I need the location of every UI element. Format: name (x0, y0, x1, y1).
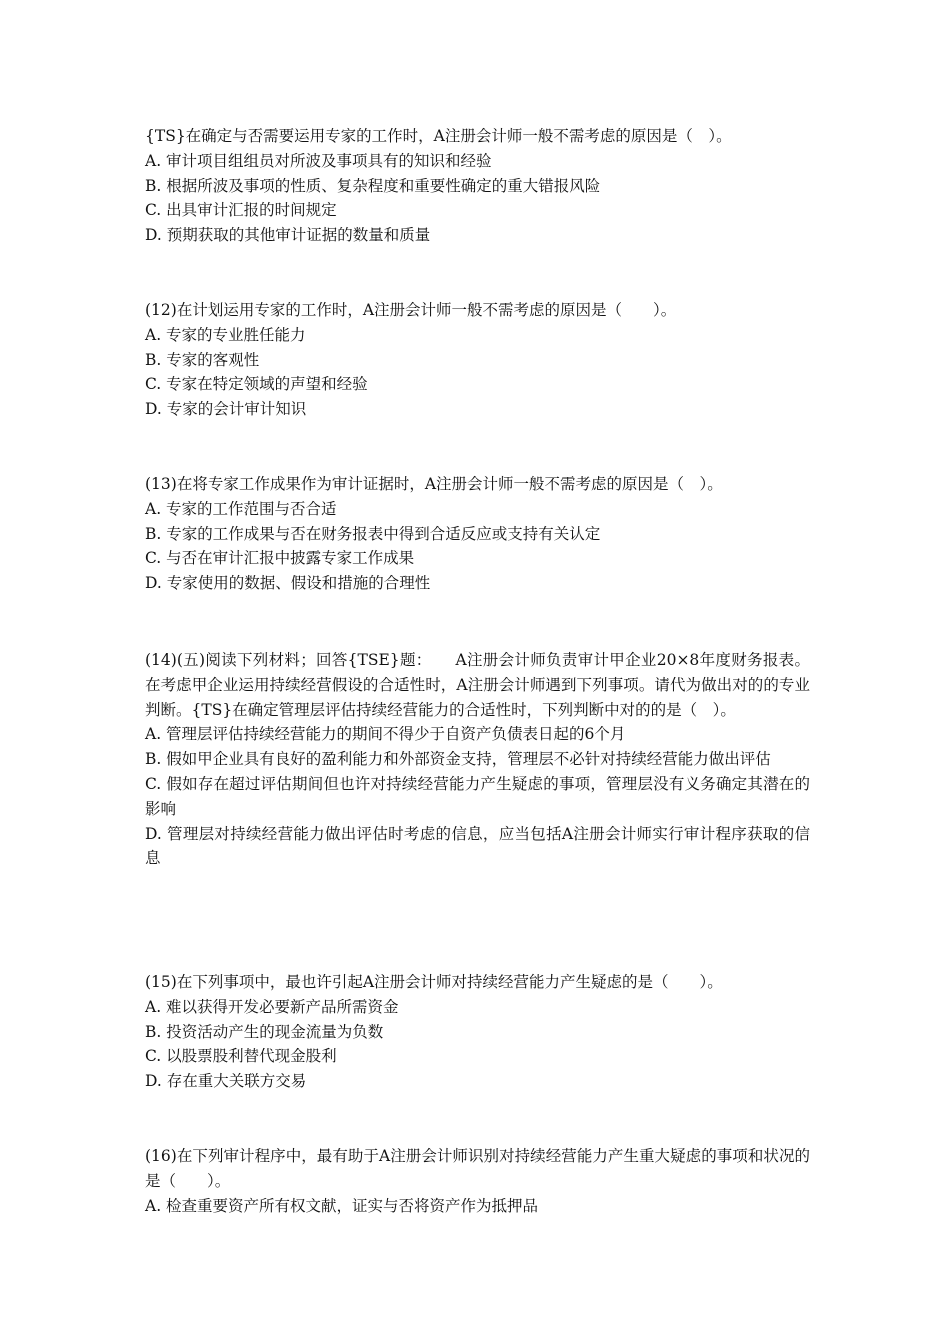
option-a: A. 管理层评估持续经营能力的期间不得少于自资产负债表日起的6个月 (145, 725, 626, 744)
question-block (145, 472, 810, 596)
option-a: A. 专家的专业胜任能力 (145, 325, 306, 344)
option-b: B. 专家的工作成果与否在财务报表中得到合适反应或支持有关认定 (145, 524, 601, 543)
question-stem: {TS}在确定与否需要运用专家的工作时，A注册会计师一般不需考虑的原因是（ ）。 (145, 127, 732, 145)
option-c: C. 与否在审计汇报中披露专家工作成果 (145, 549, 415, 568)
option-d: D. 专家的会计审计知识 (145, 400, 307, 419)
option-b: B. 专家的客观性 (145, 350, 260, 369)
option-c: C. 专家在特定领域的声望和经验 (145, 375, 368, 394)
option-d: D. 管理层对持续经营能力做出评估时考虑的信息，应当包括A注册会计师实行审计程序获取的信息 (145, 824, 810, 868)
option-a: A. 难以获得开发必要新产品所需资金 (145, 997, 399, 1016)
question-stem: (13)在将专家工作成果作为审计证据时，A注册会计师一般不需考虑的原因是（ ）。 (145, 475, 723, 493)
question-block (145, 298, 810, 422)
question-block (145, 124, 810, 248)
question-stem: (14)(五)阅读下列材料；回答{TSE}题： A注册会计师负责审计甲企业20×8年度财务报表。在考虑甲企业运用持续经营假设的合适性时，A注册会计师遇到下列事项。请代为做出对的的专业判断。{TS}在确定管理层评估持续经营能力的合适性时，下列判断中对的的是（ ）。 (145, 651, 810, 719)
question-stem: (16)在下列审计程序中，最有助于A注册会计师识别对持续经营能力产生重大疑虑的事项和状况的是（ ）。 (145, 1147, 810, 1190)
option-d: D. 存在重大关联方交易 (145, 1072, 307, 1091)
question-block (145, 1144, 810, 1218)
question-stem: (15)在下列事项中，最也许引起A注册会计师对持续经营能力产生疑虑的是（ ）。 (145, 973, 723, 991)
option-c: C. 以股票股利替代现金股利 (145, 1047, 337, 1066)
option-d: D. 专家使用的数据、假设和措施的合理性 (145, 574, 431, 593)
option-c: C. 假如存在超过评估期间但也许对持续经营能力产生疑虑的事项，管理层没有义务确定其潜在的影响 (145, 774, 810, 818)
question-block (145, 970, 810, 1094)
option-b: B. 根据所波及事项的性质、复杂程度和重要性确定的重大错报风险 (145, 176, 601, 195)
option-a: A. 审计项目组组员对所波及事项具有的知识和经验 (145, 151, 492, 170)
option-b: B. 假如甲企业具有良好的盈利能力和外部资金支持，管理层不必针对持续经营能力做出评估 (145, 750, 771, 769)
option-c: C. 出具审计汇报的时间规定 (145, 201, 337, 220)
question-stem: (12)在计划运用专家的工作时，A注册会计师一般不需考虑的原因是（ ）。 (145, 301, 677, 319)
question-block (145, 648, 810, 871)
option-d: D. 预期获取的其他审计证据的数量和质量 (145, 226, 431, 245)
option-b: B. 投资活动产生的现金流量为负数 (145, 1022, 384, 1041)
option-a: A. 检查重要资产所有权文献，证实与否将资产作为抵押品 (145, 1196, 539, 1215)
option-a: A. 专家的工作范围与否合适 (145, 499, 337, 518)
